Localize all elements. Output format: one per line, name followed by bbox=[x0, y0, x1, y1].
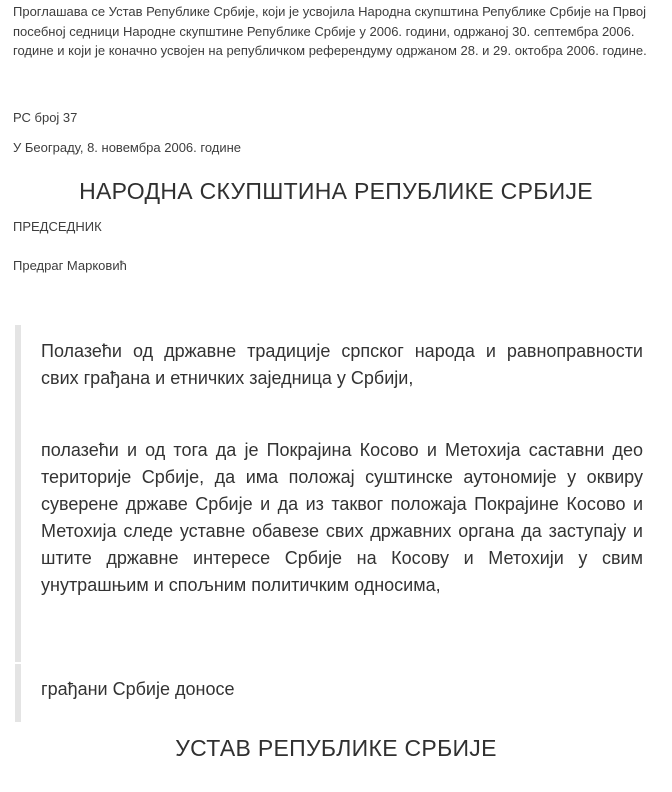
constitution-title: УСТАВ РЕПУБЛИКЕ СРБИЈЕ bbox=[175, 735, 497, 761]
preamble-block-1 bbox=[15, 325, 643, 426]
reference-number: РС број 37 bbox=[13, 110, 78, 125]
signatory-name: Предраг Марковић bbox=[13, 258, 127, 273]
preamble-block-3 bbox=[15, 664, 643, 722]
preamble-paragraph-2: полазећи и од тога да је Покрајина Косово и Метохија саставни део територије Србије, да има положај суштинске аутономије у оквиру суверене државе Србије и да из таквог положаја Покрајине Косово и Метохија следе уставне обавезе свих државних органа да заступају и штите државне интересе Србије на Косову и Метохији у свим унутрашњим и спољним политичким односима, bbox=[41, 440, 643, 595]
preamble-block-2 bbox=[15, 425, 643, 662]
proclamation-paragraph: Проглашава се Устав Републике Србије, који је усвојила Народна скупштина Републике Србије на Првој посебној седници Народне скупштине Републике Србије у 2006. години, одржаној 30. септембра 2006. године и који је коначно усвојен на републичком референдуму одржаном 28. и 29. октобра 2006. године. bbox=[13, 4, 647, 58]
preamble-paragraph-1: Полазећи од државне традиције српског народа и равноправности свих грађана и етничких заједница у Србији, bbox=[41, 341, 643, 388]
preamble-paragraph-3: грађани Србије доносе bbox=[41, 679, 235, 699]
place-and-date: У Београду, 8. новембра 2006. године bbox=[13, 140, 242, 155]
signatory-role: ПРЕДСЕДНИК bbox=[13, 219, 102, 234]
assembly-title: НАРОДНА СКУПШТИНА РЕПУБЛИКЕ СРБИЈЕ bbox=[79, 178, 593, 204]
